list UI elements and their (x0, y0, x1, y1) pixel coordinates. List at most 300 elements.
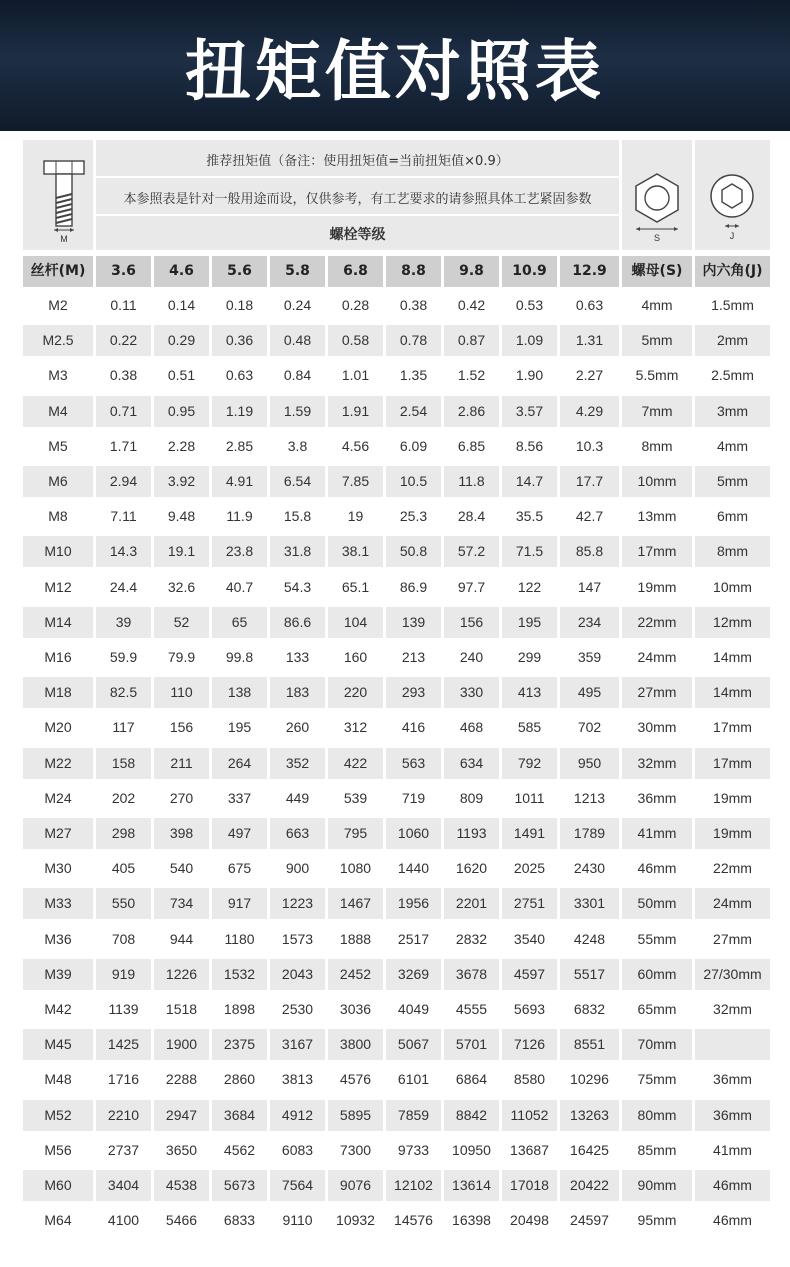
table-cell: 312 (343, 719, 368, 735)
table-cell: 1620 (455, 860, 488, 876)
table-cell: 2.86 (444, 396, 499, 427)
table-cell: 4597 (502, 959, 557, 990)
column-header-4: 5.8 (270, 256, 325, 287)
table-cell: 1956 (386, 888, 441, 919)
table-cell: 19 (347, 508, 364, 524)
table-cell: 2375 (212, 1029, 267, 1060)
table-cell: 19mm (713, 790, 752, 806)
table-cell: 220 (328, 677, 383, 708)
table-cell: 449 (285, 790, 310, 806)
table-cell: 234 (560, 607, 619, 638)
table-cell: 46mm (713, 1212, 752, 1228)
table-cell: 1223 (270, 888, 325, 919)
table-cell: 0.53 (515, 297, 544, 313)
table-cell: 422 (328, 748, 383, 779)
thread-size-cell: M27 (23, 818, 93, 849)
table-cell: 702 (577, 719, 602, 735)
table-cell: 405 (111, 860, 136, 876)
table-row (23, 1064, 770, 1095)
table-cell: 4538 (154, 1170, 209, 1201)
hex-nut-diagram-icon (622, 140, 692, 250)
table-cell: 919 (96, 959, 151, 990)
table-cell: 1193 (444, 818, 499, 849)
table-cell: 95mm (637, 1212, 677, 1228)
table-cell: 139 (386, 607, 441, 638)
table-cell: 6833 (223, 1212, 256, 1228)
socket-size-label: J (729, 231, 735, 241)
table-cell: 8580 (513, 1071, 546, 1087)
table-row (23, 712, 770, 743)
table-row (23, 1100, 770, 1131)
table-cell: 2737 (107, 1142, 140, 1158)
table-cell: 36mm (713, 1071, 752, 1087)
table-cell: 264 (212, 748, 267, 779)
table-cell: 6mm (716, 508, 749, 524)
table-cell: 4mm (641, 297, 673, 313)
table-cell: 17mm (713, 719, 752, 735)
table-cell: 2530 (281, 1001, 314, 1017)
table-cell: 41mm (622, 818, 692, 849)
table-cell: 5693 (513, 1001, 546, 1017)
table-cell: 3mm (695, 396, 770, 427)
table-cell: 10.3 (575, 438, 604, 454)
table-cell: 17mm (622, 536, 692, 567)
table-cell: 5895 (328, 1100, 383, 1131)
table-cell: 0.36 (212, 325, 267, 356)
table-cell: 0.78 (386, 325, 441, 356)
table-cell: 2.27 (575, 367, 604, 383)
table-cell: 19mm (695, 818, 770, 849)
table-cell: 22mm (713, 860, 752, 876)
table-cell: 563 (386, 748, 441, 779)
table-cell: 900 (285, 860, 310, 876)
table-cell: 2025 (513, 860, 546, 876)
table-cell: 24mm (637, 649, 677, 665)
table-cell: 1.71 (109, 438, 138, 454)
table-cell: 12mm (695, 607, 770, 638)
column-header-1: 3.6 (96, 256, 151, 287)
table-cell: 2751 (502, 888, 557, 919)
table-cell: 0.87 (444, 325, 499, 356)
table-cell: 110 (154, 677, 209, 708)
table-cell: 1.90 (515, 367, 544, 383)
table-cell: 24mm (695, 888, 770, 919)
thread-size-cell: M5 (48, 438, 68, 454)
thread-size-cell: M36 (44, 931, 72, 947)
table-cell: 17.7 (560, 466, 619, 497)
table-cell: 1716 (107, 1071, 140, 1087)
table-cell: 213 (401, 649, 426, 665)
table-row (23, 748, 770, 779)
table-cell: 719 (401, 790, 426, 806)
table-cell: 133 (285, 649, 310, 665)
table-cell: 7564 (270, 1170, 325, 1201)
page-title: 扭矩值对照表 (185, 33, 605, 110)
nut-diagram-cell (622, 140, 692, 250)
table-cell: 14.3 (96, 536, 151, 567)
table-cell: 6.09 (399, 438, 428, 454)
table-cell: 14mm (695, 677, 770, 708)
table-cell: 42.7 (575, 508, 604, 524)
table-cell: 70mm (622, 1029, 692, 1060)
table-cell: 359 (577, 649, 602, 665)
table-cell: 2043 (270, 959, 325, 990)
table-cell: 6864 (455, 1071, 488, 1087)
table-cell: 0.51 (167, 367, 196, 383)
thread-size-cell: M10 (23, 536, 93, 567)
table-cell: 183 (270, 677, 325, 708)
table-cell: 2.85 (225, 438, 254, 454)
thread-size-cell: M2.5 (23, 325, 93, 356)
table-cell: 2517 (397, 931, 430, 947)
table-cell: 7859 (386, 1100, 441, 1131)
table-cell: 298 (96, 818, 151, 849)
table-header (23, 140, 770, 250)
column-header-row (23, 256, 770, 287)
header-note: 推荐扭矩值（备注：使用扭矩值=当前扭矩值×0.9） (206, 154, 509, 169)
table-cell: 1491 (502, 818, 557, 849)
table-cell: 97.7 (457, 579, 486, 595)
table-cell: 270 (169, 790, 194, 806)
table-cell: 122 (517, 579, 542, 595)
thread-size-cell: M4 (23, 396, 93, 427)
table-cell: 0.18 (225, 297, 254, 313)
table-cell: 1.01 (341, 367, 370, 383)
table-cell: 5517 (560, 959, 619, 990)
table-cell: 2.54 (386, 396, 441, 427)
table-cell: 3.8 (287, 438, 308, 454)
table-row (23, 642, 770, 673)
table-cell: 7.85 (328, 466, 383, 497)
table-cell: 86.9 (399, 579, 428, 595)
table-cell: 30mm (637, 719, 677, 735)
table-cell: 1139 (108, 1001, 139, 1017)
table-cell: 39 (96, 607, 151, 638)
thread-size-cell: M2 (48, 297, 68, 313)
nut-size-label: S (653, 233, 661, 243)
table-cell: 792 (502, 748, 557, 779)
table-cell: 1.52 (457, 367, 486, 383)
table-cell: 65mm (637, 1001, 677, 1017)
table-cell: 1532 (212, 959, 267, 990)
table-cell: 1213 (573, 790, 606, 806)
table-cell: 337 (227, 790, 252, 806)
title-banner (0, 0, 790, 131)
column-header-10: 螺母(S) (622, 256, 692, 287)
table-cell: 79.9 (167, 649, 196, 665)
table-cell: 0.22 (96, 325, 151, 356)
thread-size-cell: M16 (44, 649, 72, 665)
column-header-2: 4.6 (154, 256, 209, 287)
table-cell: 1888 (339, 931, 372, 947)
table-cell: 540 (169, 860, 194, 876)
table-cell: 7.11 (110, 508, 137, 524)
table-cell: 50mm (622, 888, 692, 919)
table-cell: 14576 (394, 1212, 433, 1228)
table-cell: 24.4 (109, 579, 138, 595)
table-cell: 138 (212, 677, 267, 708)
table-cell: 4.56 (341, 438, 370, 454)
table-cell: 1180 (224, 931, 255, 947)
table-cell: 7300 (339, 1142, 372, 1158)
table-cell: 2288 (165, 1071, 198, 1087)
table-cell: 495 (560, 677, 619, 708)
thread-size-cell: M14 (23, 607, 93, 638)
table-cell: 550 (96, 888, 151, 919)
table-cell: 24597 (570, 1212, 609, 1228)
header-disclaimer-cell (96, 178, 619, 214)
table-cell: 36mm (637, 790, 677, 806)
table-cell: 0.38 (399, 297, 428, 313)
table-cell: 10932 (336, 1212, 375, 1228)
table-cell: 6.85 (457, 438, 486, 454)
table-cell: 4.29 (560, 396, 619, 427)
table-cell: 10.5 (386, 466, 441, 497)
table-cell: 352 (270, 748, 325, 779)
thread-size-cell: M8 (48, 508, 68, 524)
table-cell: 156 (169, 719, 194, 735)
table-row (23, 1205, 770, 1236)
table-cell: 0.11 (110, 297, 137, 313)
column-header-8: 10.9 (502, 256, 557, 287)
table-row (23, 888, 770, 919)
bolt-size-label: M (60, 234, 68, 244)
column-header-5: 6.8 (328, 256, 383, 287)
table-cell: 3813 (281, 1071, 314, 1087)
thread-size-cell: M39 (23, 959, 93, 990)
table-row (23, 360, 770, 391)
table-cell: 413 (502, 677, 557, 708)
table-row (23, 853, 770, 884)
table-cell: 5466 (165, 1212, 198, 1228)
table-cell: 2860 (223, 1071, 256, 1087)
thread-size-cell: M22 (23, 748, 93, 779)
table-cell: 1900 (154, 1029, 209, 1060)
table-cell: 1898 (223, 1001, 256, 1017)
table-row (23, 290, 770, 321)
table-cell: 4049 (397, 1001, 430, 1017)
table-cell: 13mm (637, 508, 677, 524)
thread-size-cell: M60 (23, 1170, 93, 1201)
table-cell: 1.91 (328, 396, 383, 427)
table-cell: 8551 (560, 1029, 619, 1060)
table-cell: 10mm (713, 579, 752, 595)
table-row (23, 677, 770, 708)
table-row (23, 994, 770, 1025)
table-cell: 158 (96, 748, 151, 779)
table-cell: 85.8 (560, 536, 619, 567)
table-cell: 1789 (560, 818, 619, 849)
column-header-3: 5.6 (212, 256, 267, 287)
table-row (23, 924, 770, 955)
bolt-diagram-icon (23, 140, 93, 250)
table-cell: 1.31 (560, 325, 619, 356)
table-cell: 15.8 (283, 508, 312, 524)
table-cell: 1.09 (502, 325, 557, 356)
table-cell: 3678 (444, 959, 499, 990)
table-cell: 11052 (502, 1100, 557, 1131)
table-cell: 2mm (695, 325, 770, 356)
table-cell: 27/30mm (695, 959, 770, 990)
table-cell: 795 (328, 818, 383, 849)
table-cell: 20422 (560, 1170, 619, 1201)
table-cell: 25.3 (399, 508, 428, 524)
table-cell: 0.24 (283, 297, 312, 313)
thread-size-cell: M45 (23, 1029, 93, 1060)
table-cell: 19.1 (154, 536, 209, 567)
table-cell: 3.92 (154, 466, 209, 497)
table-cell: 32mm (713, 1001, 752, 1017)
table-cell: 4.91 (212, 466, 267, 497)
table-cell: 5mm (695, 466, 770, 497)
table-cell: 2201 (444, 888, 499, 919)
table-cell: 8mm (695, 536, 770, 567)
table-cell: 36mm (695, 1100, 770, 1131)
table-cell: 0.63 (225, 367, 254, 383)
table-cell: 6.54 (270, 466, 325, 497)
table-cell: 147 (577, 579, 602, 595)
table-cell (695, 1029, 770, 1060)
table-cell: 917 (212, 888, 267, 919)
table-cell: 52 (154, 607, 209, 638)
table-cell: 35.5 (515, 508, 544, 524)
table-row (23, 783, 770, 814)
table-cell: 27mm (622, 677, 692, 708)
table-cell: 8mm (641, 438, 673, 454)
thread-size-cell: M64 (44, 1212, 72, 1228)
table-cell: 585 (517, 719, 542, 735)
table-cell: 13687 (510, 1142, 549, 1158)
table-cell: 240 (459, 649, 484, 665)
bolt-diagram-cell (23, 140, 93, 250)
thread-size-cell: M6 (23, 466, 93, 497)
table-cell: 59.9 (109, 649, 138, 665)
table-cell: 160 (343, 649, 368, 665)
table-cell: 14mm (713, 649, 752, 665)
table-cell: 65.1 (341, 579, 370, 595)
table-cell: 85mm (637, 1142, 677, 1158)
table-cell: 22mm (622, 607, 692, 638)
thread-size-cell: M24 (44, 790, 72, 806)
bolt-grade-heading: 螺栓等级 (329, 227, 386, 243)
header-note-cell (96, 140, 619, 176)
header-grade-cell (96, 216, 619, 250)
table-cell: 299 (517, 649, 542, 665)
table-cell: 2947 (154, 1100, 209, 1131)
table-cell: 468 (459, 719, 484, 735)
table-cell: 41mm (713, 1142, 752, 1158)
table-cell: 19mm (637, 579, 677, 595)
table-cell: 2452 (328, 959, 383, 990)
table-cell: 5701 (444, 1029, 499, 1060)
socket-diagram-cell (695, 140, 770, 250)
table-cell: 1.5mm (711, 297, 754, 313)
table-row (23, 536, 770, 567)
table-cell: 11.8 (444, 466, 499, 497)
table-cell: 0.14 (167, 297, 196, 313)
hex-socket-diagram-icon (695, 140, 770, 250)
table-cell: 3036 (339, 1001, 372, 1017)
table-row (23, 959, 770, 990)
table-cell: 0.48 (270, 325, 325, 356)
table-cell: 16398 (452, 1212, 491, 1228)
table-row (23, 325, 770, 356)
table-cell: 6083 (281, 1142, 314, 1158)
table-cell: 17mm (695, 748, 770, 779)
table-cell: 6832 (573, 1001, 606, 1017)
table-cell: 3269 (386, 959, 441, 990)
table-cell: 809 (459, 790, 484, 806)
table-cell: 3301 (560, 888, 619, 919)
table-cell: 23.8 (212, 536, 267, 567)
table-cell: 5mm (622, 325, 692, 356)
table-cell: 1060 (386, 818, 441, 849)
table-cell: 0.42 (457, 297, 486, 313)
table-cell: 71.5 (502, 536, 557, 567)
thread-size-cell: M48 (44, 1071, 72, 1087)
thread-size-cell: M18 (23, 677, 93, 708)
table-row (23, 1170, 770, 1201)
table-cell: 13614 (444, 1170, 499, 1201)
table-cell: 1.35 (399, 367, 428, 383)
table-row (23, 607, 770, 638)
table-cell: 8.56 (515, 438, 544, 454)
table-cell: 0.71 (96, 396, 151, 427)
table-cell: 14.7 (502, 466, 557, 497)
table-cell: 195 (227, 719, 252, 735)
table-cell: 54.3 (283, 579, 312, 595)
header-disclaimer: 本参照表是针对一般用途而设，仅供参考，有工艺要求的请参照具体工艺紧固参数 (123, 192, 592, 207)
thread-size-cell: M30 (44, 860, 72, 876)
table-cell: 117 (112, 719, 135, 735)
table-cell: 32.6 (167, 579, 196, 595)
table-cell: 3800 (328, 1029, 383, 1060)
table-cell: 7mm (622, 396, 692, 427)
table-cell: 3404 (96, 1170, 151, 1201)
table-cell: 32mm (622, 748, 692, 779)
table-cell: 4576 (339, 1071, 372, 1087)
table-cell: 1573 (281, 931, 314, 947)
table-cell: 4100 (107, 1212, 140, 1228)
table-cell: 5067 (386, 1029, 441, 1060)
table-cell: 10mm (622, 466, 692, 497)
table-cell: 1467 (328, 888, 383, 919)
table-cell: 2430 (573, 860, 606, 876)
table-cell: 1.19 (212, 396, 267, 427)
table-cell: 944 (169, 931, 194, 947)
thread-size-cell: M42 (44, 1001, 72, 1017)
table-cell: 55mm (637, 931, 677, 947)
table-cell: 0.95 (154, 396, 209, 427)
table-cell: 9110 (282, 1212, 313, 1228)
table-cell: 2.5mm (711, 367, 754, 383)
table-cell: 9733 (397, 1142, 430, 1158)
table-cell: 20498 (510, 1212, 549, 1228)
table-cell: 11.9 (226, 508, 253, 524)
column-header-11: 内六角(J) (695, 256, 770, 287)
table-cell: 1425 (96, 1029, 151, 1060)
table-cell: 0.84 (283, 367, 312, 383)
table-cell: 663 (270, 818, 325, 849)
table-cell: 3167 (270, 1029, 325, 1060)
table-cell: 1226 (154, 959, 209, 990)
table-cell: 17018 (502, 1170, 557, 1201)
thread-size-cell: M56 (44, 1142, 72, 1158)
table-cell: 10296 (570, 1071, 609, 1087)
table-cell: 28.4 (457, 508, 486, 524)
table-cell: 13263 (560, 1100, 619, 1131)
table-cell: 0.38 (109, 367, 138, 383)
